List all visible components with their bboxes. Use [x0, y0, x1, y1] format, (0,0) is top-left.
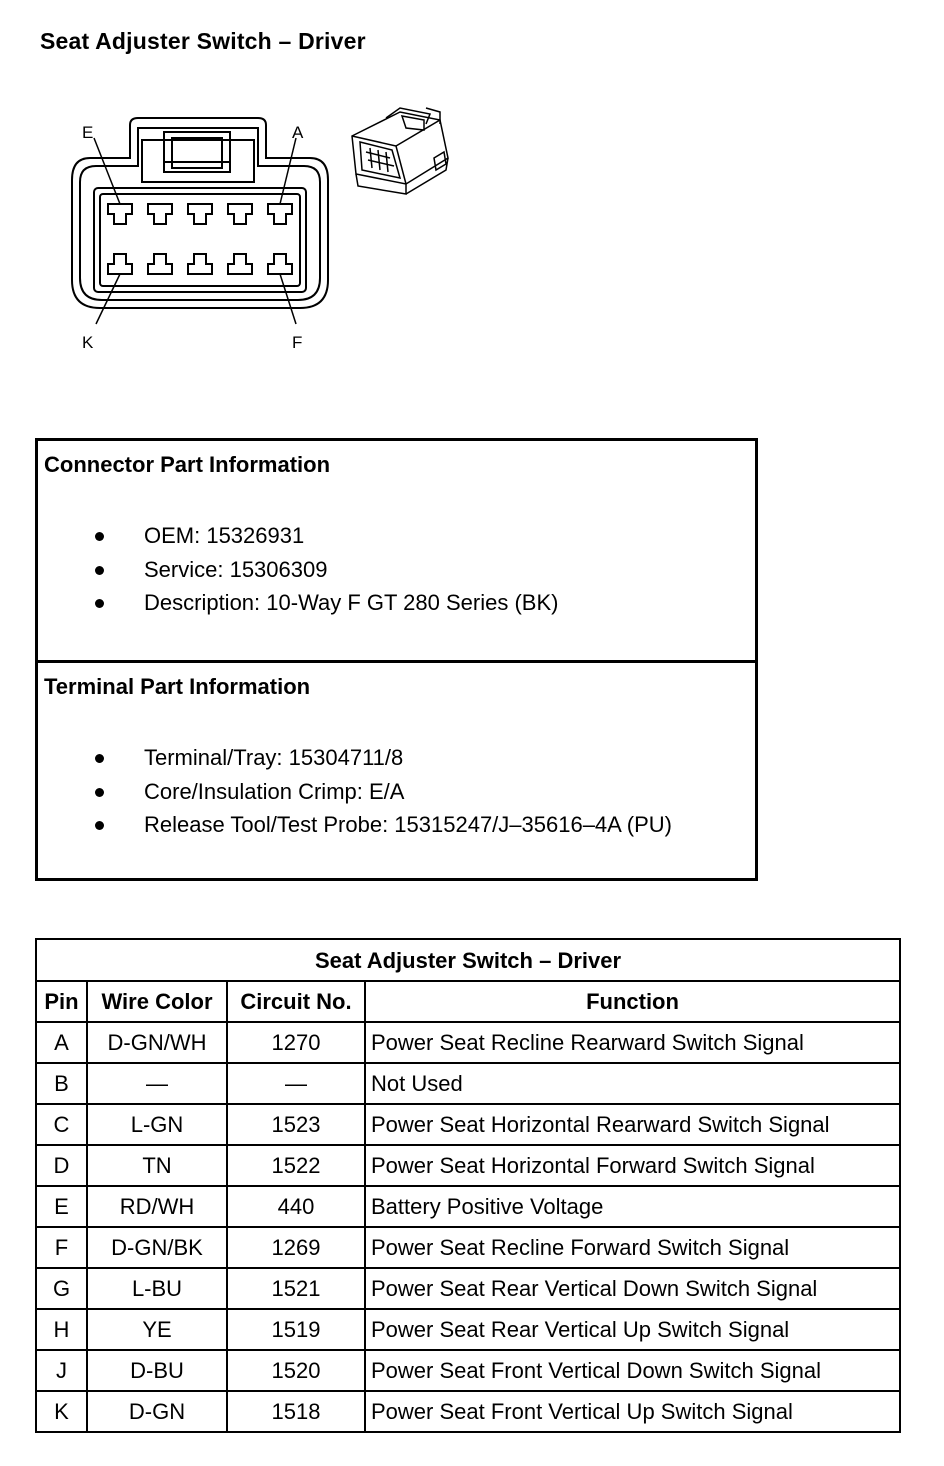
pin-cell: D	[36, 1145, 87, 1186]
header-pin: Pin	[36, 981, 87, 1022]
table-row	[36, 1104, 900, 1145]
page-title: Seat Adjuster Switch – Driver	[40, 28, 366, 54]
bullet-icon	[95, 821, 104, 830]
header-function: Function	[365, 981, 900, 1022]
function-cell: Power Seat Horizontal Forward Switch Signal	[365, 1145, 900, 1186]
function-cell: Not Used	[365, 1063, 900, 1104]
connector-part-info	[38, 441, 755, 663]
terminal-info-heading: Terminal Part Information	[44, 674, 311, 699]
header-wire-color: Wire Color	[87, 981, 227, 1022]
table-row	[36, 1186, 900, 1227]
connector-info-list	[38, 519, 558, 620]
pin-label-k: K	[82, 333, 94, 352]
function-cell: Power Seat Horizontal Rearward Switch Signal	[365, 1104, 900, 1145]
table-row	[36, 1227, 900, 1268]
bullet-icon	[95, 754, 104, 763]
circuit-cell: 1523	[227, 1104, 365, 1145]
table-row	[36, 1145, 900, 1186]
function-cell: Battery Positive Voltage	[365, 1186, 900, 1227]
pin-cell: K	[36, 1391, 87, 1432]
part-info-box	[35, 438, 758, 881]
pin-cell: C	[36, 1104, 87, 1145]
bullet-icon	[95, 566, 104, 575]
wire-color-cell: D-GN/BK	[87, 1227, 227, 1268]
terminal-info-list	[38, 741, 672, 842]
connector-face-icon	[60, 110, 340, 360]
circuit-cell: 440	[227, 1186, 365, 1227]
table-row	[36, 1268, 900, 1309]
table-row	[36, 1022, 900, 1063]
pin-label-f: F	[292, 333, 303, 352]
table-header-row	[36, 981, 900, 1022]
list-item: OEM: 15326931	[38, 519, 558, 553]
wire-color-cell: TN	[87, 1145, 227, 1186]
circuit-cell: 1521	[227, 1268, 365, 1309]
pin-cell: B	[36, 1063, 87, 1104]
list-item: Release Tool/Test Probe: 15315247/J–35616–4A (PU)	[38, 808, 672, 842]
function-cell: Power Seat Rear Vertical Up Switch Signal	[365, 1309, 900, 1350]
circuit-cell: 1518	[227, 1391, 365, 1432]
circuit-cell: 1522	[227, 1145, 365, 1186]
pin-cell: H	[36, 1309, 87, 1350]
wire-color-cell: D-GN	[87, 1391, 227, 1432]
circuit-cell: 1519	[227, 1309, 365, 1350]
function-cell: Power Seat Front Vertical Down Switch Signal	[365, 1350, 900, 1391]
pin-cell: F	[36, 1227, 87, 1268]
table-row	[36, 1350, 900, 1391]
table-row	[36, 1391, 900, 1432]
table-caption: Seat Adjuster Switch – Driver	[36, 939, 900, 981]
bullet-icon	[95, 599, 104, 608]
pin-cell: A	[36, 1022, 87, 1063]
circuit-cell: —	[227, 1063, 365, 1104]
wire-color-cell: —	[87, 1063, 227, 1104]
connector-isometric-icon	[340, 98, 460, 213]
bullet-icon	[95, 532, 104, 541]
wire-color-cell: D-BU	[87, 1350, 227, 1391]
pin-label-e: E	[82, 123, 94, 142]
circuit-cell: 1269	[227, 1227, 365, 1268]
terminal-part-info	[38, 663, 755, 878]
wire-color-cell: L-GN	[87, 1104, 227, 1145]
function-cell: Power Seat Rear Vertical Down Switch Signal	[365, 1268, 900, 1309]
circuit-cell: 1270	[227, 1022, 365, 1063]
wire-color-cell: RD/WH	[87, 1186, 227, 1227]
function-cell: Power Seat Recline Forward Switch Signal	[365, 1227, 900, 1268]
header-circuit-no: Circuit No.	[227, 981, 365, 1022]
pin-table	[35, 938, 901, 1433]
circuit-cell: 1520	[227, 1350, 365, 1391]
list-item: Terminal/Tray: 15304711/8	[38, 741, 672, 775]
pin-label-a: A	[292, 123, 304, 142]
wire-color-cell: YE	[87, 1309, 227, 1350]
table-row	[36, 1063, 900, 1104]
connector-info-heading: Connector Part Information	[44, 452, 331, 477]
bullet-icon	[95, 788, 104, 797]
list-item: Core/Insulation Crimp: E/A	[38, 775, 672, 809]
pin-cell: J	[36, 1350, 87, 1391]
wire-color-cell: D-GN/WH	[87, 1022, 227, 1063]
function-cell: Power Seat Recline Rearward Switch Signal	[365, 1022, 900, 1063]
table-row	[36, 1309, 900, 1350]
wire-color-cell: L-BU	[87, 1268, 227, 1309]
pin-cell: E	[36, 1186, 87, 1227]
function-cell: Power Seat Front Vertical Up Switch Signal	[365, 1391, 900, 1432]
list-item: Description: 10-Way F GT 280 Series (BK)	[38, 586, 558, 620]
pin-cell: G	[36, 1268, 87, 1309]
list-item: Service: 15306309	[38, 553, 558, 587]
